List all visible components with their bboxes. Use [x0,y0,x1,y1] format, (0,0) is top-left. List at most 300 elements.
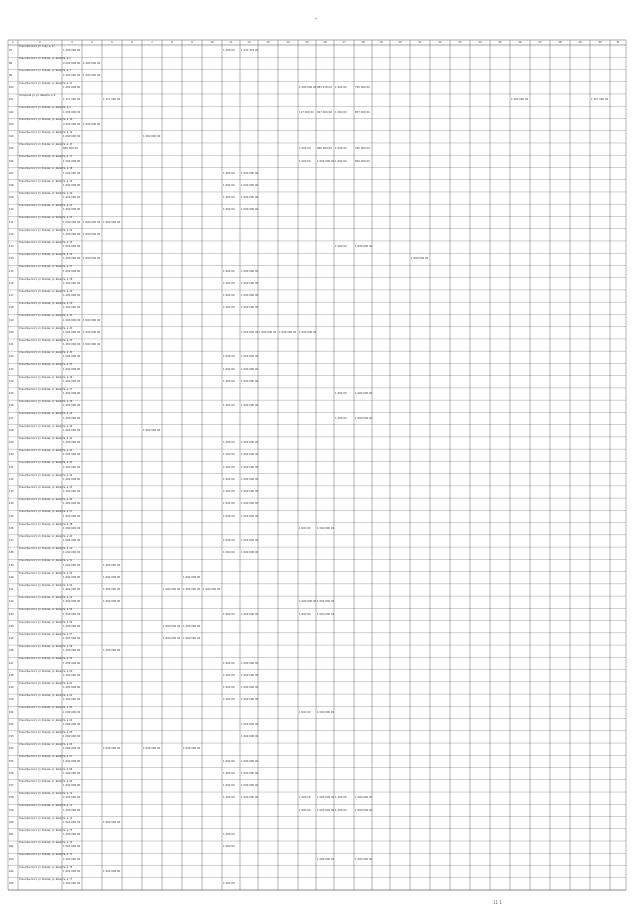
row-number: 143 [9,612,14,616]
header-cell: 12 [247,41,251,44]
table-cell: 1 000 000 00 [63,857,81,861]
table-cell: 1 000 00 [223,551,235,555]
row-name: Улан-Удэнского ул. Кирова, ул. Шмидта, д. 53 [19,583,73,587]
table-cell: 1 000 000 00 [63,588,81,592]
table-cell: 1 000 00 [335,245,347,249]
header-cell: 5 [111,41,113,44]
table-cell: 1 000 000 00 [183,575,201,579]
table-cell: 1 000 000 00 [63,624,81,628]
table-cell: 1 000 00 [223,367,235,371]
table-cell: 1 000 000 00 [317,159,335,163]
table-cell: 1 000 000 00 [355,808,373,812]
table-cell: 1 000 000 00 [63,379,81,383]
table-cell: 1 000 000 00 [63,416,81,420]
row-number: 134 [9,502,14,506]
table-cell: 1 000 000 00 [163,624,181,628]
row-name: Улан-Удэнского ул. Кирова, ул. Шмидта, д. 19 [19,179,73,183]
row-name: Улан-Удэнского ул. Кирова, ул. Шмидта, д. 41 [19,436,73,440]
table-cell: 1 000 000 00 [241,551,259,555]
header-cell: 9 [191,41,193,44]
table-cell: 1 000 000 00 [241,208,259,212]
table-cell: 1 000 000 00 [63,882,81,886]
table-cell: 1 000 000 00 [83,232,101,236]
row-name: Улан-Удэнского ул. Кирова, ул. Шмидта, д. 57 [19,632,73,636]
header-cell: 18 [361,41,365,44]
row-number: 97 [9,49,13,53]
row-number: 142 [9,600,14,604]
table-cell: 1 000 000 00 [317,808,335,812]
row-name: Улан-Удэнского ул. Кирова, ул. Шмидта, д. 30 [19,302,73,306]
row-name: Улан-Удэнского ул. Кирова, ул. Шмидта, д. 49 [19,534,73,538]
table-cell: 1 000 000 00 [103,820,121,824]
header-cell: 2 [39,41,41,44]
row-number: 121 [9,343,14,347]
table-cell: 1 000 000 00 [63,551,81,555]
row-name: Улан-Удэнского ул. Кирова, ул. Шмидта, д. 62 [19,694,73,698]
table-cell: 1 000 000 00 [83,330,101,334]
table-cell: 1 000 00 [223,833,235,837]
table-cell: 1 000 00 [299,796,311,800]
row-number: 109 [9,196,14,200]
table-cell: 1 000 000 00 [63,722,81,726]
table-cell: 1 000 000 00 [241,171,259,175]
table-cell: 1 000 000 00 [63,86,81,90]
row-number: 160 [9,820,14,824]
row-number: 105 [9,147,14,151]
table-cell: 1 000 000 00 [241,367,259,371]
table-cell: 1 000 00 [223,796,235,800]
table-cell: 1 000 00 [223,294,235,298]
row-number: 106 [9,159,14,163]
table-cell: 1 000 000 00 [203,588,221,592]
row-name: Улан-Удэнского ул. Кирова, ул. Шмидта, д. 66 [19,743,73,747]
row-name: Улан-Удэнского ул. Кирова, ул. Шмидта, д. 65 [19,730,73,734]
row-name: Улан-Удэнского ул. Кирова, ул. Шмидта, д. 17 [19,155,73,159]
row-name: Улан-Удэнского ул. Кирова, ул. Шмидта, д. 5 [19,57,71,61]
table-cell: 1 000 00 [223,759,235,763]
row-number: 116 [9,281,14,285]
table-cell: 800 000 00 [355,159,370,163]
table-cell: 1 000 000 00 [63,526,81,530]
row-number: 153 [9,735,14,739]
row-name: Улан-Удэнского ул. Кирова, ул. Шмидта, д. 22 [19,204,73,208]
row-number: 136 [9,526,14,530]
table-cell: 1 000 00 [223,441,235,445]
row-name: Улан-Удэнского ул. Кирова, ул. Шмидта, д. 71 [19,804,73,808]
table-cell: 1 000 00 [223,539,235,543]
row-number: 123 [9,367,14,371]
row-number: 111 [9,220,14,224]
header-cell: 28 [558,41,562,44]
table-cell: 1 000 000 00 [259,330,277,334]
row-number: 119 [9,318,14,322]
table-cell: 1 000 000 00 [241,379,259,383]
table-cell: 1 000 00 [223,784,235,788]
row-name: Улан-Удэнского ул. Кирова, ул. Шмидта, д. 33 [19,338,73,342]
table-cell: 1 000 000 00 [63,673,81,677]
table-cell: 1 000 000 00 [241,735,259,739]
row-name: Улан-Удэнского ул. Кирова, ул. Шмидта, д. 7 [19,69,71,73]
table-cell: 1 000 000 00 [63,820,81,824]
header-cell: 21 [418,41,422,44]
table-cell: 1 000 00 [223,379,235,383]
table-cell: 1 000 00 [223,661,235,665]
row-name: Улан-Удэнского ул. Кирова, ул. Шмидта, д. 67 [19,755,73,759]
header-cell: 4 [91,41,93,44]
row-name: Улан-Удэнского ул. Кирова, ул. Шмидта, д. 14 [19,130,73,134]
table-cell: 1 000 000 00 [103,563,121,567]
row-name: Улан-Удэнского ул. Кирова, ул. Шмидта, д. 46 [19,498,73,502]
table-cell: 1 000 000 00 [241,514,259,518]
table-cell: 1 000 00 [223,514,235,518]
table-cell: 1 000 000 00 [241,281,259,285]
table-cell: 1 000 00 [223,771,235,775]
table-cell: 1 000 000 00 [279,330,297,334]
row-number: 113 [9,245,14,249]
row-name: Улан-Удэнского ул. Кирова, ул. Шмидта, д. 34 [19,351,73,355]
row-name: Улан-Удэнского ул. Кирова, ул. Шмидта, д. 76 [19,865,73,869]
row-name: Улан-Удэнского ул. Кирова, ул. Шмидта, д. 61 [19,681,73,685]
table-cell: 1 000 00 [335,808,347,812]
table-cell: 857 000 00 [355,110,370,114]
row-number: 163 [9,857,14,861]
header-cell: 24 [478,41,482,44]
header-cell: 17 [342,41,346,44]
row-number: 102 [9,110,14,114]
table-cell: 1 000 000 00 [241,306,259,310]
table-cell: 1 000 000 00 [63,392,81,396]
row-number: 115 [9,269,14,273]
row-number: 149 [9,686,14,690]
table-cell: 1 000 000 00 [241,465,259,469]
row-name: Улан-Удэнского ул. Кирова, ул. Шмидта, д. 39 [19,412,73,416]
table-cell: 1 000 000 00 [63,808,81,812]
row-name: Улан-Удэнского ул. Кирова, ул. Шмидта, д. 36 [19,375,73,379]
row-name: Улан-Удэнского ул. Кирова, ул. Шмидта, д. 58 [19,645,73,649]
row-number: 125 [9,392,14,396]
row-name: Улан-Удэнского ул. Кирова, ул. Шмидта, д. 37 [19,387,73,391]
table-cell: 780 000 00 [355,147,370,151]
table-cell: 1 000 000 00 [63,404,81,408]
row-number: 112 [9,232,14,236]
row-number: 147 [9,661,14,665]
table-cell: 1 000 000 00 [355,416,373,420]
table-cell: 1 000 000 00 [63,661,81,665]
table-cell: 1 000 000 00 [83,257,101,261]
table-cell: 1 000 00 [223,355,235,359]
row-number: 122 [9,355,14,359]
row-name: Улан-Удэнского ул. Кирова, ул. Шмидта, д. 18 [19,167,73,171]
page-number: 11 1 [493,900,502,905]
row-number: 158 [9,796,14,800]
table-cell: 1 000 000 00 [63,257,81,261]
table-cell: 1 000 000 00 [299,330,317,334]
table-cell: 1 000 000 00 [241,796,259,800]
table-cell: 1 000 000 00 [143,135,161,138]
table-cell: 2 000 000 00 [63,122,81,126]
table-cell: 1 000 000 00 [241,698,259,702]
row-name: Улан-Удэнского ул. Кирова, ул. Шмидта, д. 42 [19,449,73,453]
table-cell: 1 000 000 00 [241,404,259,408]
table-cell: 1 000 00 [223,686,235,690]
row-number: 129 [9,441,14,445]
row-number: 124 [9,379,14,383]
header-cell: 20 [398,41,402,44]
row-name: Улан-Удэнского ул. Кирова, ул. Шмидта, д. 54 [19,596,73,600]
header-cell: 8 [171,41,173,44]
table-cell: 1 000 000 00 [63,796,81,800]
table-cell: 1 000 00 [223,281,235,285]
table-cell: 1 000 000 00 [241,355,259,359]
row-name: Улан-Удэнского ул. Кирова, ул. Шмидта, д. 74 [19,841,73,844]
header-cell: 31 [616,41,620,44]
row-number: 154 [9,747,14,751]
table-cell: 1 000 000 00 [317,612,335,616]
table-cell: 1 000 00 [335,147,347,151]
table-cell: 1 000 000 00 [63,637,81,641]
row-number: 131 [9,465,14,469]
row-number: 157 [9,784,14,788]
table-cell: 1 000 000 00 [63,343,81,347]
table-cell: 1 000 000 00 [63,502,81,506]
row-name: Улан-Удэнского ул. Кирова, ул. Шмидта, д. 31 [19,314,73,318]
table-cell: 1 000 000 00 [241,183,259,187]
row-number: 107 [9,171,14,175]
row-name: Улан-Удэнского ул. Кирова, ул. Шмидта, д. 56 [19,620,73,624]
table-cell: 1 000 00 [299,710,311,714]
row-name: Улан-Удэнского ул. Кирова, ул. Шмидта, д. 77 [19,877,73,881]
row-number: 159 [9,808,14,812]
table-cell: 1 000 000 00 [355,796,373,800]
table-cell: 1 000 000 00 [63,269,81,273]
table-cell: 1 000 000 00 [241,771,259,775]
table-cell: 1 000 000 00 [299,86,317,90]
table-cell: 1 000 00 [223,306,235,310]
table-cell: 1 000 000 00 [103,588,121,592]
table-cell: 1 000 000 00 [241,441,259,445]
table-cell: 1 000 000 00 [241,502,259,506]
table-cell: 1 000 00 [299,808,311,812]
table-cell: 1 000 000 00 [241,673,259,677]
row-name: Улан-Удэнского ул. Кирова, ул. Шмидта, д. 28 [19,277,73,281]
table-cell: 1 000 000 00 [411,257,429,261]
table-cell: 1 000 00 [223,465,235,469]
table-cell: 1 000 00 [223,269,235,273]
table-cell: 1 000 000 00 [63,735,81,739]
header-cell: 22 [438,41,442,44]
table-cell: 1 000 000 00 [241,490,259,494]
header-cell: 13 [266,41,270,44]
table-cell: 1 000 00 [223,404,235,408]
row-number: 146 [9,649,14,653]
table-cell: 1 000 000 00 [63,649,81,653]
row-number: 117 [9,294,14,298]
row-name: Улан-Удэнского ул. Кирова, ул. Шмидта, д. 55 [19,608,73,612]
table-cell: 1 000 000 00 [63,441,81,445]
table-cell: 1 000 000 00 [63,232,81,236]
row-number: 118 [9,306,14,310]
table-cell: 750 000 00 [355,86,370,90]
table-cell: 1 000 000 00 [63,196,81,200]
table-cell: 1 000 00 [223,673,235,677]
table-cell: 1 000 000 00 [103,649,121,653]
row-number: 156 [9,771,14,775]
table-cell: 1 000 000 00 [63,869,81,873]
header-cell: 29 [578,41,582,44]
table-cell: 1 000 000 00 [63,833,81,837]
row-number: 126 [9,404,14,408]
table-cell: 1 000 000 00 [63,477,81,481]
table-cell: 960 000 00 [317,147,332,151]
row-number: 148 [9,673,14,677]
row-name: Улан-Удэнского ул. Кирова, ул. Шмидта, д. 9 [19,106,71,110]
table-cell: 1 000 000 00 [63,294,81,298]
table-cell: 1 000 000 00 [103,747,121,751]
table-cell: 1 000 000 00 [63,245,81,249]
table-cell: 1 000 000 00 [63,318,81,322]
table-cell: 1 000 000 00 [241,686,259,690]
header-cell: 27 [538,41,542,44]
row-name: Улан-Удэнского ул. Кирова, ул. Шмидта, д. 40 [19,424,73,428]
table-cell: 1 000 000 00 [241,330,259,334]
table-cell: 1 000 000 00 [63,784,81,788]
table-cell: 1 000 000 00 [63,612,81,616]
table-cell: 1 000 000 00 [317,526,335,530]
table-cell: 1 000 000 00 [241,453,259,457]
table-cell: 1 000 000 00 [63,771,81,775]
table-cell: 1 000 000 00 [103,220,121,224]
row-name: Улан-Удэнского ул. Кирова, ул. Шмидта, д. 15 [19,142,73,146]
table-cell: 1 000 00 [223,698,235,702]
table-cell: 1 000 000 00 [63,220,81,224]
row-name: Улан-Удэнского ул. Кирова, ул. Шмидта, д. 27 [19,265,73,269]
row-number: 145 [9,637,14,641]
table-cell: 1 000 000 00 [63,759,81,763]
table-cell: 1 000 000 00 [317,710,335,714]
header-cell: 23 [458,41,462,44]
table-cell: 1 000 000 00 [63,355,81,359]
table-cell: 1 000 00 [223,453,235,457]
header-cell: 15 [305,41,309,44]
row-number: 151 [9,710,14,714]
row-number: 165 [9,882,14,886]
row-name: Улан-Удэнского ул. Кирова, ул. Шмидта, д. 64 [19,718,73,722]
row-number: 101 [9,98,14,102]
table-cell: 1 000 00 [335,159,347,163]
row-name: Улан-Удэнского ул. Кирова, ул. Шмидта, д. 20 [19,191,73,195]
table-cell: 1 000 000 00 [163,588,181,592]
row-name: Улан-Удэнского ул. Кирова, ул. Шмидта, д. 26 [19,253,73,257]
table-cell: 1 117 000 00 [63,98,81,102]
row-name: Улан-Удэнского ул. Кирова, ул. Шмидта, д. 24 [19,228,73,232]
table-cell: 1 000 000 00 [63,49,81,53]
table-cell: 1 000 000 00 [63,600,81,604]
table-cell: 1 000 000 00 [63,281,81,285]
table-cell: 1 000 000 00 [63,710,81,714]
table-cell: 1 000 000 00 [103,575,121,579]
header-cell: 10 [210,41,214,44]
table-cell: 1 000 000 00 [241,784,259,788]
row-number: 114 [9,257,14,261]
row-number: 135 [9,514,14,518]
table-cell: 1 000 000 00 [241,539,259,543]
row-number: 133 [9,490,14,494]
row-name: Улан-Удэнского ул. Кирова, ул. Шмидта, д. 32 [19,326,73,330]
table-cell: 1 000 00 [335,110,347,114]
table-cell: 1 000 000 00 [103,869,121,873]
table-cell: 1 000 000 00 [63,845,81,849]
table-cell: 1 000 000 00 [83,73,101,77]
row-number: 98 [9,61,13,65]
row-number: 128 [9,428,14,432]
row-name: Улан-Удэнского ул. Кирова, ул. Шмидта, д. 72 [19,816,73,820]
row-name: Посадская ул. ул. Шмидта, д. 8 [19,93,56,97]
table-cell: 1 000 000 00 [63,183,81,187]
row-number: 141 [9,588,14,592]
row-number: 152 [9,722,14,726]
row-number: 110 [9,208,14,212]
table-cell: 1 247 976 00 [241,49,259,53]
row-number: 130 [9,453,14,457]
table-cell: 1 000 000 00 [317,796,335,800]
row-name: Улан-Удэнского ул. Кирова, ул. Шмидта, д. 23 [19,216,73,220]
row-name: Улан-Удэнского ул. Кирова, ул. Шмидта, д. 51 [19,559,73,563]
table-cell: 1 000 000 00 [241,759,259,763]
row-number: 161 [9,833,14,837]
table-cell: 983 276 00 [317,86,332,90]
table-cell: 1 000 00 [223,845,235,849]
table-cell: 1 000 000 00 [63,514,81,518]
row-name: Улан-Удэнского ул. Кирова, ул. Шмидта, д. 73 [19,828,73,832]
table-cell: 1 000 00 [223,490,235,494]
table-cell: 1 000 000 00 [241,294,259,298]
table-cell: 865 000 00 [63,147,78,151]
table-cell: 1 000 00 [223,502,235,506]
header-cell: 11 [229,41,233,44]
table-cell: 1 000 000 00 [63,539,81,543]
table-cell: 1 000 000 00 [63,159,81,163]
table-cell: 927 000 00 [317,110,332,114]
table-cell: 1 000 000 00 [63,330,81,334]
row-number: 162 [9,845,14,849]
table-cell: 1 000 000 00 [241,661,259,665]
row-number: 155 [9,759,14,763]
row-number: 120 [9,330,14,334]
table-cell: 1 000 00 [223,208,235,212]
table-cell: 1 000 00 [335,392,347,396]
row-number: 144 [9,624,14,628]
table-cell: 1 000 000 00 [63,490,81,494]
row-name: Улан-Удэнского ул. Кирова, ул. Шмидта, д. 10 [19,118,73,122]
table-cell: 1 000 000 00 [63,428,81,432]
table-cell: 1 000 000 00 [63,747,81,751]
table-cell: 1 000 000 00 [63,563,81,567]
table-cell: 1 000 00 [299,526,311,530]
table-cell: 1 000 000 00 [163,637,181,641]
row-name: Улан-Удэнского ул. Ходу, д. 37 [19,45,55,48]
row-name: Улан-Удэнского ул. Кирова, ул. Шмидта, д. 75 [19,853,73,857]
table-cell: 1 000 000 00 [143,428,161,432]
table-cell: 1 000 00 [223,612,235,616]
table-cell: 1 000 000 00 [63,686,81,690]
row-number: 103 [9,122,14,126]
row-name: Улан-Удэнского ул. Кирова, ул. Шмидта, д. 29 [19,289,73,293]
row-number: 127 [9,416,14,420]
row-name: Улан-Удэнского ул. Кирова, ул. Шмидта, д. 38 [19,400,73,404]
table-cell: 1 000 000 00 [241,196,259,200]
row-number: 138 [9,551,14,555]
row-name: Улан-Удэнского ул. Кирова, ул. Шмидта, д. 44 [19,473,73,477]
